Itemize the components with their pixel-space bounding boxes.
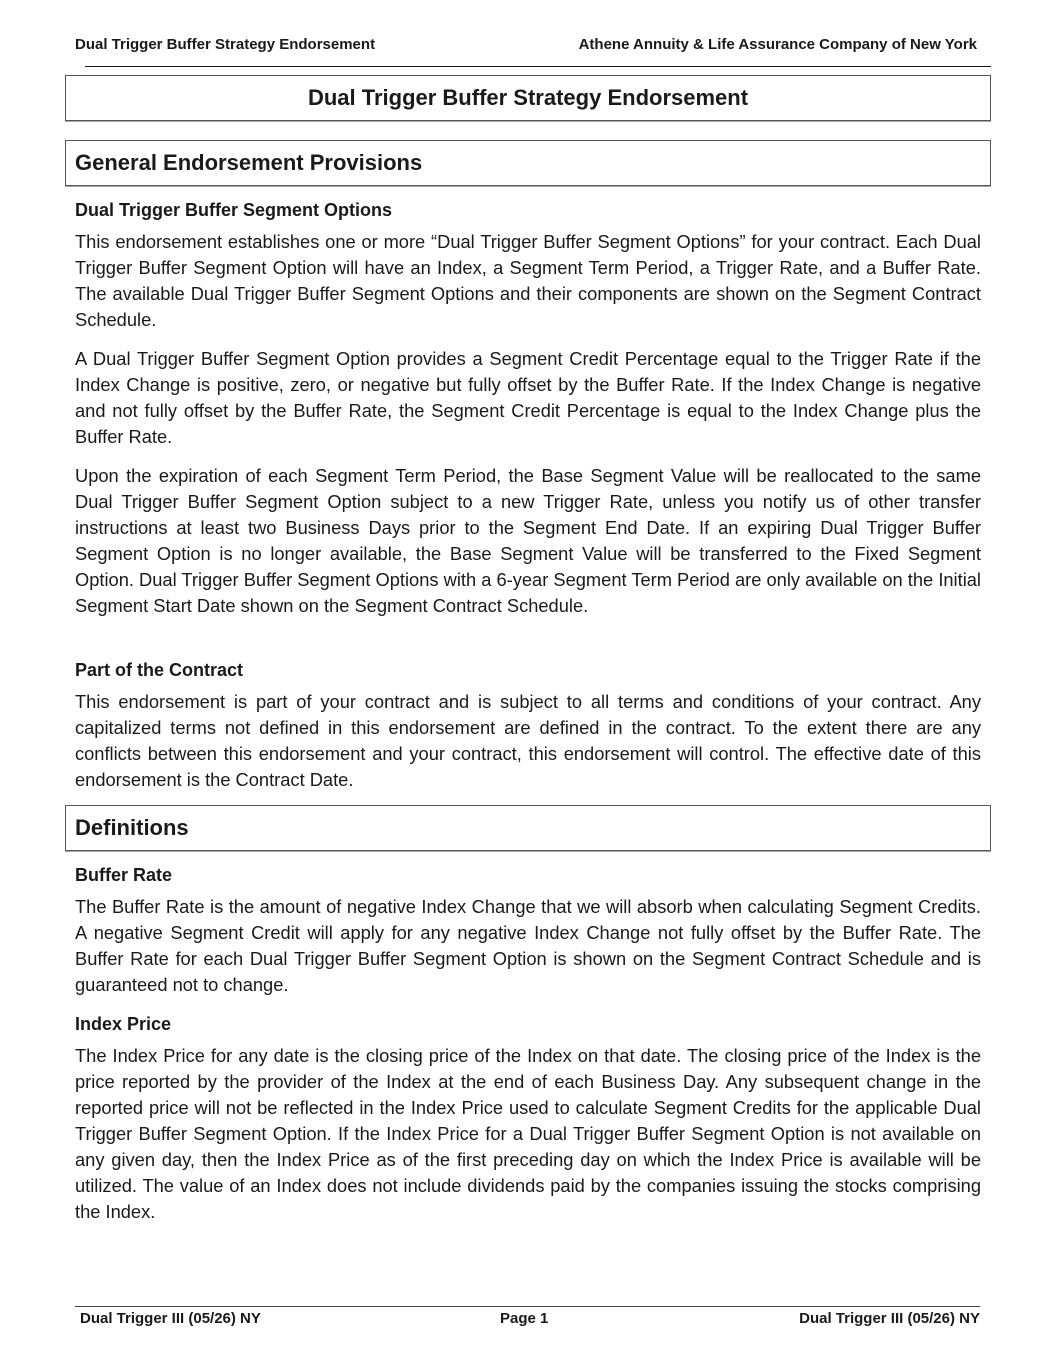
header-divider bbox=[85, 66, 991, 67]
paragraph: This endorsement establishes one or more “Dual Trigger Buffer Segment Options” for your contract. Each Dual Trigger Buffer Segment Option will have an Index, a Segment Term Period, a Trigger Rate, and a Buffer Rate. The available Dual Trigger Buffer Segment Options and their components are shown on the Segment Contract Schedule. bbox=[75, 231, 981, 330]
section-title-general-provisions: General Endorsement Provisions bbox=[65, 140, 991, 186]
header-company-name: Athene Annuity & Life Assurance Company of New York bbox=[578, 36, 977, 53]
definition-text: The Index Price for any date is the closing price of the Index on that date. The closing price of the Index is the price reported by the provider of the Index at the end of each Business Day. Any subsequent change in the reported price will not be reflected in the Index Price used to calculate Segment Credits for the applicable Dual Trigger Buffer Segment Option. If the Index Price for a Dual Trigger Buffer Segment Option is not available on any given day, then the Index Price as of the first preceding day on which the Index Price is available will be utilized. The value of an Index does not include dividends paid by the companies issuing the stocks comprising the Index. bbox=[75, 1045, 981, 1222]
subsection-heading: Dual Trigger Buffer Segment Options bbox=[75, 200, 393, 220]
definition-text: The Buffer Rate is the amount of negative Index Change that we will absorb when calculating Segment Credits. A negative Segment Credit will apply for any negative Index Change not fully offset by the Buffer Rate. The Buffer Rate for each Dual Trigger Buffer Segment Option is shown on the Segment Contract Schedule and is guaranteed not to change. bbox=[75, 896, 981, 995]
footer-form-number-left: Dual Trigger III (05/26) NY bbox=[80, 1310, 261, 1327]
page-number: Page 1 bbox=[500, 1310, 549, 1327]
definition-index-price bbox=[75, 1013, 981, 1225]
footer-form-number-right: Dual Trigger III (05/26) NY bbox=[799, 1310, 980, 1327]
definition-buffer-rate bbox=[75, 864, 981, 998]
paragraph: This endorsement is part of your contract and is subject to all terms and conditions of your contract. Any capitalized terms not defined in this endorsement are defined in the contract. To the extent there are any conflicts between this endorsement and your contract, this endorsement will control. The effective date of this endorsement is the Contract Date. bbox=[75, 691, 981, 790]
subsection-heading: Part of the Contract bbox=[75, 660, 244, 680]
footer-divider bbox=[75, 1306, 980, 1307]
document-title: Dual Trigger Buffer Strategy Endorsement bbox=[65, 75, 991, 121]
definition-term: Buffer Rate bbox=[75, 865, 173, 885]
subsection-part-of-contract bbox=[75, 659, 981, 793]
page-header bbox=[75, 36, 980, 56]
section-title-definitions: Definitions bbox=[65, 805, 991, 851]
definition-term: Index Price bbox=[75, 1014, 172, 1034]
subsection-segment-options bbox=[75, 199, 981, 619]
paragraph: A Dual Trigger Buffer Segment Option provides a Segment Credit Percentage equal to the Trigger Rate if the Index Change is positive, zero, or negative but fully offset by the Buffer Rate. If the Index Change is negative and not fully offset by the Buffer Rate, the Segment Credit Percentage is equal to the Index Change plus the Buffer Rate. bbox=[75, 348, 981, 447]
header-document-name: Dual Trigger Buffer Strategy Endorsement bbox=[75, 36, 376, 53]
paragraph: Upon the expiration of each Segment Term Period, the Base Segment Value will be reallocated to the same Dual Trigger Buffer Segment Option subject to a new Trigger Rate, unless you notify us of other transfer instructions at least two Business Days prior to the Segment End Date. If an expiring Dual Trigger Buffer Segment Option is no longer available, the Base Segment Value will be transferred to the Fixed Segment Option. Dual Trigger Buffer Segment Options with a 6-year Segment Term Period are only available on the Initial Segment Start Date shown on the Segment Contract Schedule. bbox=[75, 465, 981, 616]
